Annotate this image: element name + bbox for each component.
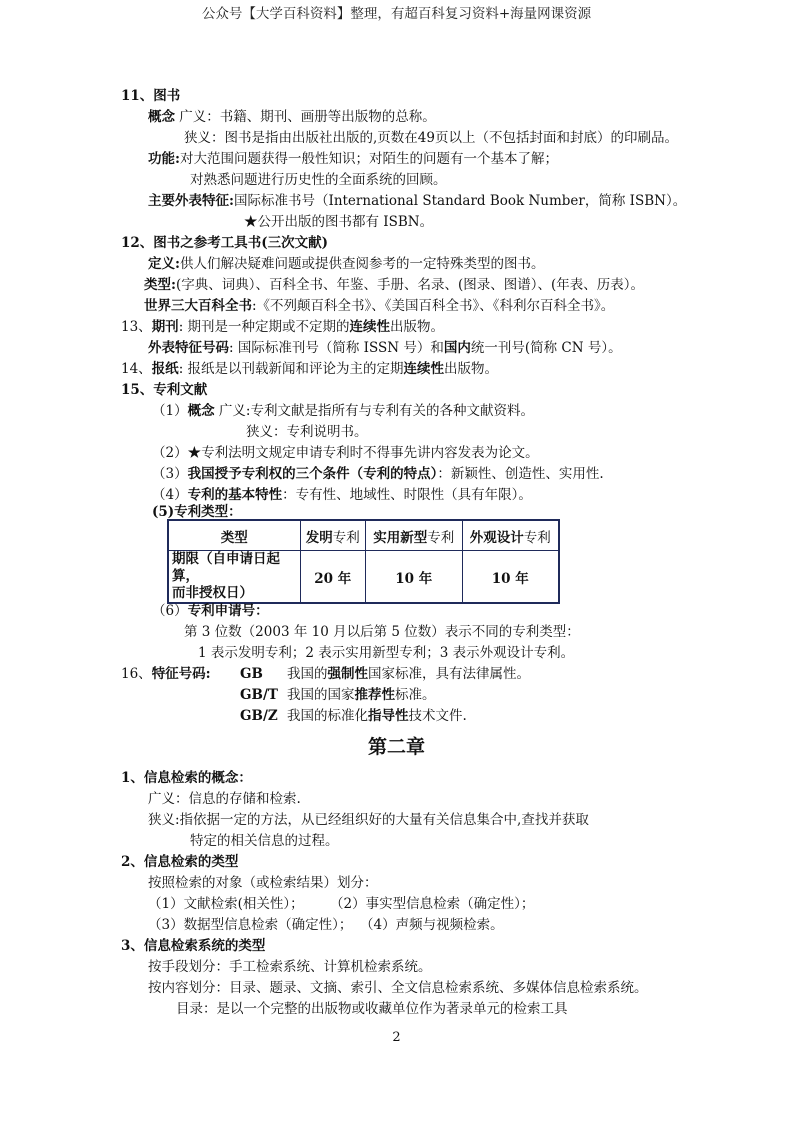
- c2-title: 2、信息检索的类型: [121, 854, 239, 870]
- s12-ency-text: :《不列颠百科全书》、《美国百科全书》、《科利尔百科全书》。: [252, 298, 615, 314]
- table-header-type: 类型: [168, 520, 300, 551]
- c2-intro: 按照检索的对象（或检索结果）划分：: [148, 875, 378, 891]
- s16-gbz-bold: 指导性: [368, 708, 409, 724]
- c2-type4: （4）声频与视频检索。: [360, 917, 504, 933]
- table-cell-utility: 10 年: [366, 551, 462, 604]
- s15-i3-num: （3）: [152, 466, 188, 482]
- table-header-utility-bold: 实用新型: [373, 529, 428, 546]
- s14-bold: 连续性: [403, 361, 445, 377]
- table-header-row: [168, 520, 559, 551]
- c1-broad: 广义：信息的存储和检索.: [148, 791, 301, 807]
- s16-gb-a: 我国的: [287, 666, 328, 682]
- s13-text-b: 出版物。: [390, 319, 445, 335]
- s13-feat-bold: 国内: [443, 340, 471, 356]
- s11-function-text2: 对熟悉问题进行历史性的全面系统的回顾。: [190, 172, 447, 188]
- patent-type-table: [167, 519, 560, 604]
- s11-concept-label: 概念: [148, 109, 175, 125]
- section-14: [121, 359, 498, 379]
- s13-bold: 连续性: [349, 319, 391, 335]
- s11-feature-label: 主要外表特征:: [148, 193, 234, 209]
- s13-feat-label: 外表特征号码: [148, 340, 229, 356]
- table-header-invention-rest: 专利: [332, 529, 360, 546]
- table-header-utility: [366, 520, 462, 551]
- s16-gb-bold: 强制性: [327, 666, 368, 682]
- c3-by-means: 按手段划分：手工检索系统、计算机检索系统。: [148, 959, 432, 975]
- s11-feature-text: 国际标准书号（International Standard Book Number，简称 ISBN）。: [233, 193, 687, 209]
- page-header: 公众号【大学百科资料】整理，有超百科复习资料+海量网课资源: [201, 6, 592, 22]
- s13-label: 期刊: [151, 319, 179, 335]
- s16-gb-b: 国家标准，具有法律属性。: [368, 666, 530, 682]
- s16-gb-desc: [287, 664, 530, 684]
- c2-type3: （3）数据型信息检索（确定性）；: [148, 917, 353, 933]
- s15-item5: (5)专利类型：: [152, 504, 242, 520]
- s16-gbt-a: 我国的国家: [287, 687, 355, 703]
- s11-concept: [148, 107, 436, 127]
- s13-feat-a: : 国际标准刊号（简称 ISSN 号）和: [229, 340, 444, 356]
- s16-num: 16、: [121, 666, 152, 682]
- s11-concept-broad: 广义：书籍、期刊、画册等出版物的总称。: [179, 109, 436, 125]
- s11-feature: [148, 191, 686, 211]
- s15-i3-label: 我国授予专利权的三个条件（专利的特点）: [187, 466, 438, 482]
- c3-title: 3、信息检索系统的类型: [121, 938, 266, 954]
- s15-i6-label: 专利申请号：: [187, 603, 269, 619]
- s15-i1-label: 概念: [187, 403, 215, 419]
- s16-gbt-bold: 推荐性: [354, 687, 395, 703]
- c2-type2: （2）事实型信息检索（确定性）；: [330, 896, 535, 912]
- section-15-title: 15、专利文献: [121, 382, 208, 398]
- section-11-title: 11、图书: [121, 88, 181, 104]
- s15-i1-broad: 广义:专利文献是指所有与专利有关的各种文献资料。: [218, 403, 534, 419]
- s15-item6: [152, 601, 269, 621]
- s14-num: 14、: [121, 361, 152, 377]
- table-header-design-bold: 外观设计: [469, 529, 524, 546]
- s12-type-label: 类型:: [144, 277, 176, 293]
- s14-text-b: 出版物。: [444, 361, 499, 377]
- s13-num: 13、: [121, 319, 152, 335]
- s11-function-label: 功能:: [148, 151, 180, 167]
- s15-i4-num: （4）: [152, 487, 188, 503]
- table-header-invention: [300, 520, 366, 551]
- s13-text-a: : 期刊是一种定期或不定期的: [178, 319, 350, 335]
- s15-i6-line2: 1 表示发明专利；2 表示实用新型专利；3 表示外观设计专利。: [198, 645, 575, 661]
- s16-gbt-b: 标准。: [395, 687, 436, 703]
- table-row-label: [168, 551, 300, 604]
- s16-gbt-desc: [287, 685, 436, 705]
- s11-function-text1: 对大范围问题获得一般性知识；对陌生的问题有一个基本了解；: [179, 151, 558, 167]
- s15-item3: [152, 464, 604, 484]
- s13-feat-b: 统一刊号(简称 CN 号）。: [470, 340, 622, 356]
- s16-gbz-desc: [287, 706, 467, 726]
- section-12-title: 12、图书之参考工具书(三次文献): [121, 235, 329, 251]
- s16-gbz-code: GB/Z: [240, 708, 278, 724]
- s15-i6-line1: 第 3 位数（2003 年 10 月以后第 5 位数）表示不同的专利类型：: [184, 624, 580, 640]
- s15-i3-text: ：新颖性、创造性、实用性.: [437, 466, 604, 482]
- c3-catalog: 目录：是以一个完整的出版物或收藏单位作为著录单元的检索工具: [176, 1001, 568, 1017]
- page-number: 2: [392, 1030, 401, 1045]
- s15-i4-label: 专利的基本特性: [187, 487, 283, 503]
- table-header-design-rest: 专利: [523, 529, 551, 546]
- s12-def-text: 供人们解决疑难问题或提供查阅参考的一定特殊类型的图书。: [179, 256, 545, 272]
- s16-gbz-b: 技术文件.: [408, 708, 467, 724]
- s14-label: 报纸: [151, 361, 179, 377]
- s12-encyclopedias: [144, 296, 614, 316]
- s15-i1-num: （1）: [152, 403, 188, 419]
- s16-gbt-code: GB/T: [240, 687, 278, 703]
- table-header-utility-rest: 专利: [427, 529, 455, 546]
- table-row-label-line1: 期限（自申请日起算，: [172, 551, 280, 584]
- s12-type-text: (字典、词典）、百科全书、年鉴、手册、名录、(图录、图谱）、(年表、历表）。: [175, 277, 645, 293]
- s15-item1: [152, 401, 534, 421]
- c3-by-content: 按内容划分：目录、题录、文摘、索引、全文信息检索系统、多媒体信息检索系统。: [148, 980, 648, 996]
- s14-text-a: : 报纸是以刊载新闻和评论为主的定期: [178, 361, 404, 377]
- s16-gbz-a: 我国的标准化: [287, 708, 368, 724]
- s11-feature-note: ★公开出版的图书都有 ISBN。: [244, 214, 434, 230]
- table-header-invention-bold: 发明: [305, 529, 333, 546]
- s13-feature: [148, 338, 622, 358]
- table-row: [168, 551, 559, 604]
- chapter-title: 第二章: [367, 736, 425, 758]
- s16-label: 特征号码:: [151, 666, 211, 682]
- s15-i6-num: （6）: [152, 603, 188, 619]
- c1-title: 1、信息检索的概念：: [121, 770, 252, 786]
- table-header-design: [462, 520, 559, 551]
- s12-types: [144, 275, 644, 295]
- table-cell-design: 10 年: [462, 551, 559, 604]
- s12-definition: [148, 254, 544, 274]
- table-cell-invention: 20 年: [300, 551, 366, 604]
- s15-i1-narrow: 狭义：专利说明书。: [246, 424, 368, 440]
- s15-item2: （2）★专利法明文规定申请专利时不得事先讲内容发表为论文。: [152, 445, 539, 461]
- s12-def-label: 定义:: [148, 256, 180, 272]
- s11-concept-narrow: 狭义：图书是指由出版社出版的,页数在49页以上（不包括封面和封底）的印刷品。: [184, 130, 678, 146]
- section-16: [121, 664, 211, 684]
- c1-narrow1: 狭义:指依据一定的方法，从已经组织好的大量有关信息集合中,查找并获取: [148, 812, 589, 828]
- c2-type1: （1）文献检索(相关性）；: [148, 896, 304, 912]
- section-13: [121, 317, 444, 337]
- s11-function: [148, 149, 558, 169]
- s16-gb-code: GB: [240, 666, 263, 682]
- s15-i4-text: ：专有性、地域性、时限性（具有年限）。: [282, 487, 532, 503]
- s12-ency-label: 世界三大百科全书: [144, 298, 252, 314]
- c1-narrow2: 特定的相关信息的过程。: [190, 833, 339, 849]
- table-row-label-line2: 而非授权日）: [172, 585, 253, 601]
